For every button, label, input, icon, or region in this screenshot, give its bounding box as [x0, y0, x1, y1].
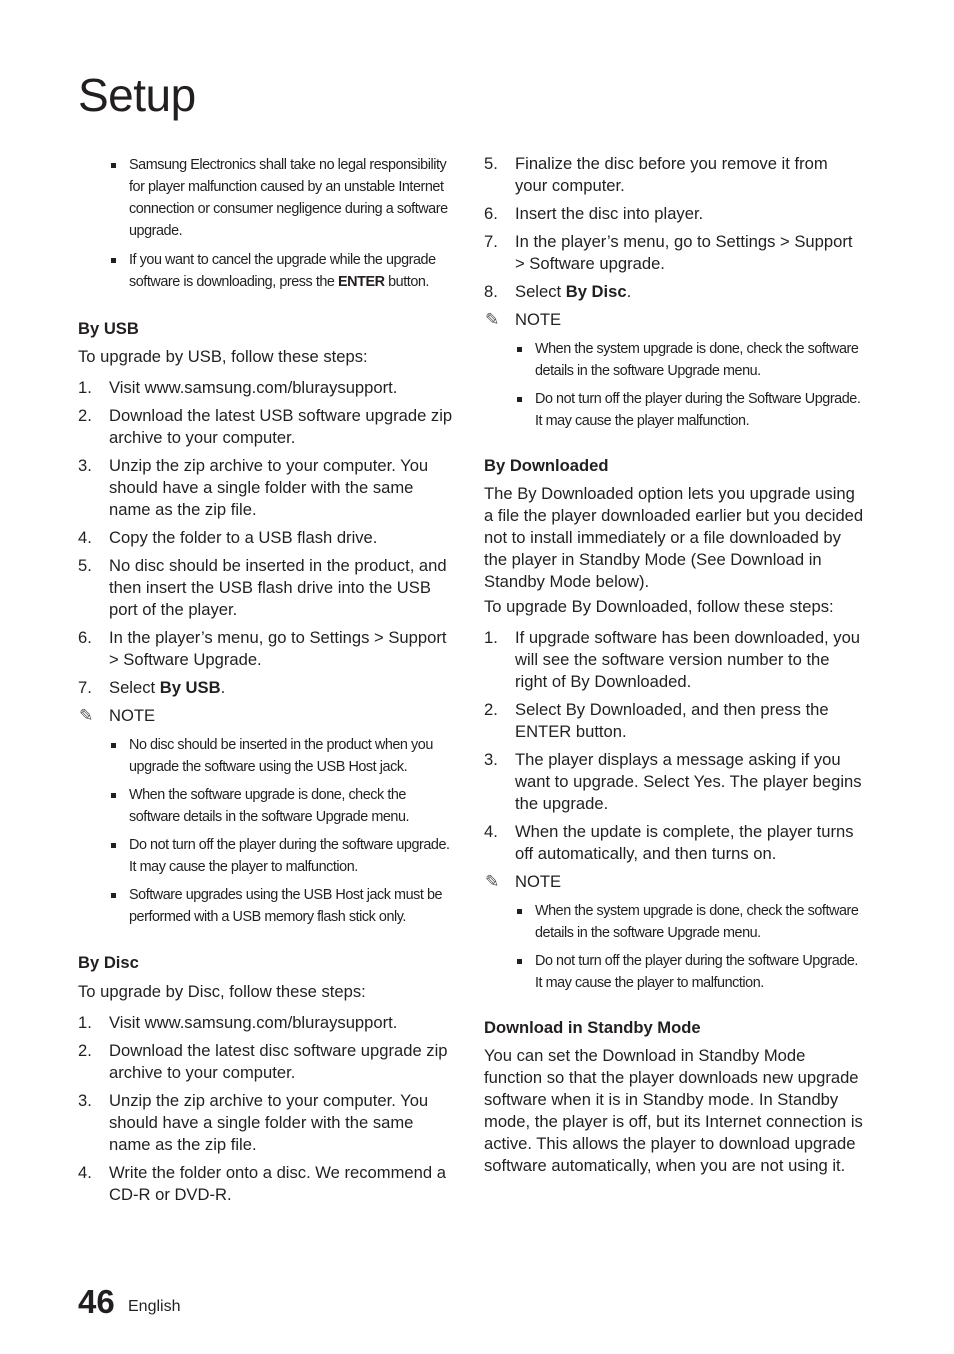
square-bullet-icon — [111, 843, 116, 848]
disc-step: 2. Download the latest disc software upgrade zip archive to your computer. — [78, 1041, 448, 1082]
note-bullet: When the system upgrade is done, check the software details in the software Upgrade menu. — [484, 338, 864, 382]
pencil-icon: ✎ — [485, 310, 500, 329]
pencil-icon: ✎ — [79, 706, 94, 725]
disc-step: 6. Insert the disc into player. — [484, 204, 704, 223]
square-bullet-icon — [111, 793, 116, 798]
disc-step: 7. In the player’s menu, go to Settings > Support > Software upgrade. — [484, 232, 853, 273]
page-title: Setup — [78, 69, 196, 121]
note-header: ✎ NOTE — [485, 872, 562, 891]
page-number: 46 — [78, 1283, 115, 1320]
downloaded-step: 2. Select By Downloaded, and then press the ENTER button. — [484, 700, 829, 741]
note-bullet: When the software upgrade is done, check the software details in the software Upgrade menu. — [78, 784, 458, 828]
disc-step: 1. Visit www.samsung.com/bluraysupport. — [78, 1013, 398, 1032]
note-header: ✎ NOTE — [485, 310, 562, 329]
note-bullet: No disc should be inserted in the product when you upgrade the software using the USB Host jack. — [78, 734, 458, 778]
note-bullet: Do not turn off the player during the software Upgrade. It may cause the player to malfunction. — [484, 950, 864, 994]
disc-step: 3. Unzip the zip archive to your computer. You should have a single folder with the same name as the zip file. — [78, 1091, 429, 1154]
downloaded-step: 4. When the update is complete, the player turns off automatically, and then turns on. — [484, 822, 854, 863]
disc-step: 5. Finalize the disc before you remove it from your computer. — [484, 154, 828, 195]
pencil-icon: ✎ — [485, 872, 500, 891]
usb-step: 2. Download the latest USB software upgrade zip archive to your computer. — [78, 406, 453, 447]
note-bullet: Do not turn off the player during the Software Upgrade. It may cause the player malfunction. — [484, 388, 864, 432]
by-disc-intro: To upgrade by Disc, follow these steps: — [78, 982, 366, 1001]
square-bullet-icon — [111, 258, 116, 263]
square-bullet-icon — [111, 743, 116, 748]
section-heading-by-disc: By Disc — [78, 953, 139, 972]
usb-step: 5. No disc should be inserted in the product, and then insert the USB flash drive into the USB port of the player. — [78, 556, 447, 619]
intro-bullet: If you want to cancel the upgrade while the upgrade software is downloading, press the ENTER button. — [78, 249, 458, 293]
usb-step: 7. Select By USB. — [78, 678, 226, 697]
section-heading-by-downloaded: By Downloaded — [484, 456, 609, 475]
disc-step: 8. Select By Disc. — [484, 282, 632, 301]
by-downloaded-intro: To upgrade By Downloaded, follow these steps: — [484, 597, 834, 616]
usb-step: 1. Visit www.samsung.com/bluraysupport. — [78, 378, 398, 397]
downloaded-step: 3. The player displays a message asking if you want to upgrade. Select Yes. The player begins the upgrade. — [484, 750, 862, 813]
by-downloaded-paragraph: The By Downloaded option lets you upgrade using a file the player downloaded earlier but you decided not to install immediately or a file downloaded by the player in Standby Mode (See Download in Standby Mode below). — [484, 484, 864, 591]
square-bullet-icon — [111, 163, 116, 168]
usb-step: 6. In the player’s menu, go to Settings > Support > Software Upgrade. — [78, 628, 447, 669]
intro-bullet: Samsung Electronics shall take no legal responsibility for player malfunction caused by an unstable Internet connection or consumer negligence during a software upgrade. — [78, 154, 458, 242]
page-language: English — [128, 1298, 181, 1315]
enter-keyword: ENTER — [338, 274, 385, 290]
disc-step: 4. Write the folder onto a disc. We recommend a CD-R or DVD-R. — [78, 1163, 446, 1204]
note-header: ✎ NOTE — [79, 706, 156, 725]
square-bullet-icon — [517, 909, 522, 914]
right-column — [484, 153, 864, 1177]
standby-paragraph: You can set the Download in Standby Mode function so that the player downloads new upgrade software when it is in Standby mode. In Standby mode, the player is off, but its Internet connection is active. This allows the player to download upgrade software automatically, when you are not using it. — [484, 1046, 863, 1175]
note-bullet: When the system upgrade is done, check the software details in the software Upgrade menu. — [484, 900, 864, 944]
usb-step: 4. Copy the folder to a USB flash drive. — [78, 528, 378, 547]
square-bullet-icon — [111, 893, 116, 898]
square-bullet-icon — [517, 959, 522, 964]
by-usb-intro: To upgrade by USB, follow these steps: — [78, 347, 368, 366]
downloaded-step: 1. If upgrade software has been downloaded, you will see the software version number to the right of By Downloaded. — [484, 628, 861, 691]
section-heading-standby: Download in Standby Mode — [484, 1018, 701, 1037]
left-column — [78, 150, 458, 1206]
note-bullet: Software upgrades using the USB Host jack must be performed with a USB memory flash stick only. — [78, 884, 458, 928]
note-bullet: Do not turn off the player during the software upgrade. It may cause the player to malfunction. — [78, 834, 458, 878]
square-bullet-icon — [517, 397, 522, 402]
square-bullet-icon — [517, 347, 522, 352]
section-heading-by-usb: By USB — [78, 319, 139, 338]
usb-step: 3. Unzip the zip archive to your computer. You should have a single folder with the same name as the zip file. — [78, 456, 429, 519]
